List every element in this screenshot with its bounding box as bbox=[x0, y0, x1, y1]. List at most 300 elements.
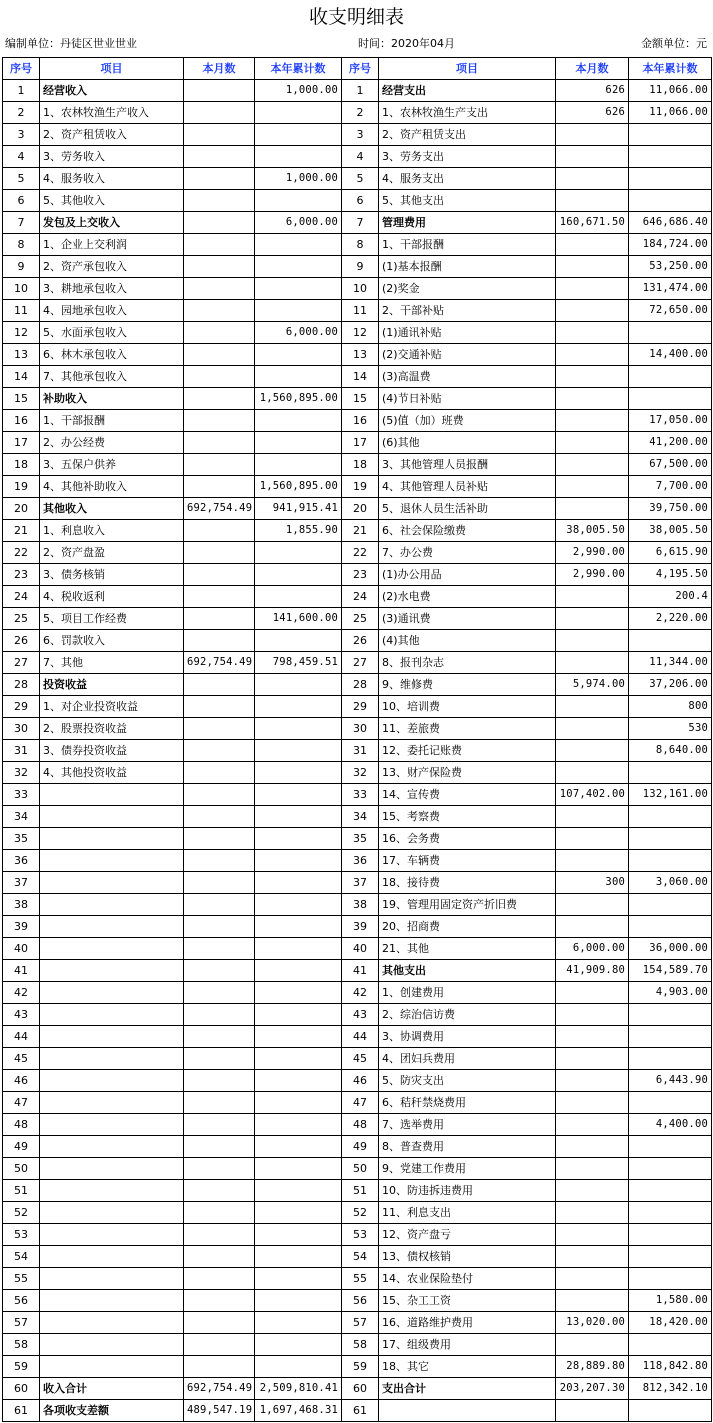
seq-right-cell: 61 bbox=[342, 1400, 379, 1422]
ytd-left-cell bbox=[255, 740, 342, 762]
month-right-cell bbox=[556, 1246, 629, 1268]
seq-left-cell: 48 bbox=[3, 1114, 40, 1136]
month-left-cell bbox=[184, 784, 255, 806]
seq-right-cell: 54 bbox=[342, 1246, 379, 1268]
item-left-cell: 4、其他投资收益 bbox=[40, 762, 184, 784]
month-left-cell bbox=[184, 366, 255, 388]
ytd-right-cell: 6,615.90 bbox=[629, 542, 712, 564]
seq-right-cell: 4 bbox=[342, 146, 379, 168]
month-right-cell bbox=[556, 366, 629, 388]
ytd-right-cell: 39,750.00 bbox=[629, 498, 712, 520]
ytd-left-cell: 6,000.00 bbox=[255, 322, 342, 344]
ytd-left-cell bbox=[255, 1048, 342, 1070]
month-right-cell bbox=[556, 916, 629, 938]
ytd-right-cell: 3,060.00 bbox=[629, 872, 712, 894]
seq-right-cell: 21 bbox=[342, 520, 379, 542]
item-left-cell: 4、服务收入 bbox=[40, 168, 184, 190]
month-left-cell bbox=[184, 322, 255, 344]
table-row bbox=[3, 388, 712, 410]
month-left-cell bbox=[184, 1268, 255, 1290]
table-row bbox=[3, 1400, 712, 1422]
ytd-left-cell bbox=[255, 366, 342, 388]
table-row bbox=[3, 1136, 712, 1158]
col-header-ytd-left: 本年累计数 bbox=[255, 58, 342, 80]
seq-right-cell: 58 bbox=[342, 1334, 379, 1356]
ytd-left-cell: 1,560,895.00 bbox=[255, 476, 342, 498]
ytd-left-cell bbox=[255, 696, 342, 718]
seq-left-cell: 21 bbox=[3, 520, 40, 542]
seq-left-cell: 28 bbox=[3, 674, 40, 696]
seq-right-cell: 49 bbox=[342, 1136, 379, 1158]
seq-left-cell: 54 bbox=[3, 1246, 40, 1268]
ytd-left-cell bbox=[255, 190, 342, 212]
item-right-cell: 3、协调费用 bbox=[379, 1026, 556, 1048]
month-right-cell bbox=[556, 608, 629, 630]
item-left-cell: 3、耕地承包收入 bbox=[40, 278, 184, 300]
table-row bbox=[3, 1290, 712, 1312]
ytd-left-cell bbox=[255, 1290, 342, 1312]
month-left-cell bbox=[184, 168, 255, 190]
month-right-cell bbox=[556, 498, 629, 520]
item-right-cell: 18、其它 bbox=[379, 1356, 556, 1378]
month-right-cell bbox=[556, 410, 629, 432]
month-right-cell bbox=[556, 1202, 629, 1224]
month-right-cell bbox=[556, 1290, 629, 1312]
item-right-cell: 14、宣传费 bbox=[379, 784, 556, 806]
seq-left-cell: 56 bbox=[3, 1290, 40, 1312]
ytd-left-cell bbox=[255, 234, 342, 256]
month-right-cell: 38,005.50 bbox=[556, 520, 629, 542]
seq-left-cell: 3 bbox=[3, 124, 40, 146]
item-right-cell: 2、干部补贴 bbox=[379, 300, 556, 322]
month-left-cell bbox=[184, 146, 255, 168]
item-right-cell: 12、委托记账费 bbox=[379, 740, 556, 762]
seq-left-cell: 20 bbox=[3, 498, 40, 520]
table-row bbox=[3, 608, 712, 630]
table-row bbox=[3, 234, 712, 256]
item-right-cell: 4、服务支出 bbox=[379, 168, 556, 190]
item-left-cell bbox=[40, 1158, 184, 1180]
ytd-left-cell: 941,915.41 bbox=[255, 498, 342, 520]
item-left-cell bbox=[40, 1246, 184, 1268]
month-right-cell bbox=[556, 300, 629, 322]
ytd-right-cell bbox=[629, 322, 712, 344]
item-left-cell: 收入合计 bbox=[40, 1378, 184, 1400]
seq-right-cell: 31 bbox=[342, 740, 379, 762]
table-row bbox=[3, 784, 712, 806]
seq-right-cell: 11 bbox=[342, 300, 379, 322]
month-right-cell bbox=[556, 1180, 629, 1202]
month-left-cell bbox=[184, 234, 255, 256]
item-right-cell: 5、退休人员生活补助 bbox=[379, 498, 556, 520]
month-right-cell bbox=[556, 322, 629, 344]
item-right-cell: 17、车辆费 bbox=[379, 850, 556, 872]
ytd-left-cell bbox=[255, 762, 342, 784]
seq-right-cell: 22 bbox=[342, 542, 379, 564]
item-right-cell: 3、劳务支出 bbox=[379, 146, 556, 168]
seq-left-cell: 19 bbox=[3, 476, 40, 498]
month-left-cell bbox=[184, 630, 255, 652]
ytd-right-cell: 53,250.00 bbox=[629, 256, 712, 278]
ytd-left-cell bbox=[255, 564, 342, 586]
ytd-right-cell bbox=[629, 190, 712, 212]
item-left-cell: 4、园地承包收入 bbox=[40, 300, 184, 322]
item-right-cell: 6、秸秆禁烧费用 bbox=[379, 1092, 556, 1114]
month-left-cell bbox=[184, 740, 255, 762]
item-left-cell: 投资收益 bbox=[40, 674, 184, 696]
item-right-cell: 8、报刊杂志 bbox=[379, 652, 556, 674]
ytd-right-cell bbox=[629, 1136, 712, 1158]
item-left-cell bbox=[40, 1202, 184, 1224]
ytd-right-cell: 2,220.00 bbox=[629, 608, 712, 630]
seq-right-cell: 6 bbox=[342, 190, 379, 212]
month-left-cell bbox=[184, 190, 255, 212]
month-right-cell bbox=[556, 454, 629, 476]
ytd-left-cell bbox=[255, 542, 342, 564]
seq-right-cell: 40 bbox=[342, 938, 379, 960]
col-header-ytd-right: 本年累计数 bbox=[629, 58, 712, 80]
item-left-cell bbox=[40, 894, 184, 916]
month-left-cell bbox=[184, 872, 255, 894]
ytd-left-cell bbox=[255, 1136, 342, 1158]
ytd-left-cell bbox=[255, 454, 342, 476]
ytd-right-cell: 812,342.10 bbox=[629, 1378, 712, 1400]
ytd-right-cell bbox=[629, 366, 712, 388]
month-left-cell bbox=[184, 388, 255, 410]
ytd-right-cell: 530 bbox=[629, 718, 712, 740]
table-row bbox=[3, 630, 712, 652]
month-left-cell bbox=[184, 696, 255, 718]
seq-right-cell: 7 bbox=[342, 212, 379, 234]
ytd-right-cell bbox=[629, 168, 712, 190]
item-right-cell: 18、接待费 bbox=[379, 872, 556, 894]
month-right-cell bbox=[556, 256, 629, 278]
item-right-cell: 7、选举费用 bbox=[379, 1114, 556, 1136]
month-left-cell bbox=[184, 1136, 255, 1158]
month-left-cell bbox=[184, 806, 255, 828]
ytd-right-cell bbox=[629, 1268, 712, 1290]
seq-right-cell: 39 bbox=[342, 916, 379, 938]
item-right-cell: 4、团妇兵费用 bbox=[379, 1048, 556, 1070]
item-right-cell: 20、招商费 bbox=[379, 916, 556, 938]
month-left-cell bbox=[184, 520, 255, 542]
item-left-cell bbox=[40, 872, 184, 894]
income-expense-table bbox=[2, 57, 712, 1422]
month-right-cell bbox=[556, 234, 629, 256]
seq-left-cell: 55 bbox=[3, 1268, 40, 1290]
ytd-left-cell bbox=[255, 806, 342, 828]
item-right-cell: 1、干部报酬 bbox=[379, 234, 556, 256]
month-right-cell: 626 bbox=[556, 80, 629, 102]
item-left-cell: 7、其他承包收入 bbox=[40, 366, 184, 388]
table-row bbox=[3, 454, 712, 476]
item-left-cell bbox=[40, 828, 184, 850]
item-left-cell: 1、农林牧渔生产收入 bbox=[40, 102, 184, 124]
item-right-cell: 10、培训费 bbox=[379, 696, 556, 718]
ytd-right-cell bbox=[629, 630, 712, 652]
ytd-right-cell: 11,344.00 bbox=[629, 652, 712, 674]
ytd-right-cell bbox=[629, 388, 712, 410]
ytd-right-cell bbox=[629, 1004, 712, 1026]
ytd-left-cell bbox=[255, 674, 342, 696]
item-right-cell: 经营支出 bbox=[379, 80, 556, 102]
seq-left-cell: 35 bbox=[3, 828, 40, 850]
item-left-cell bbox=[40, 1312, 184, 1334]
month-left-cell bbox=[184, 80, 255, 102]
month-left-cell bbox=[184, 1026, 255, 1048]
seq-left-cell: 49 bbox=[3, 1136, 40, 1158]
item-left-cell bbox=[40, 938, 184, 960]
seq-left-cell: 6 bbox=[3, 190, 40, 212]
item-right-cell: 支出合计 bbox=[379, 1378, 556, 1400]
month-left-cell bbox=[184, 1158, 255, 1180]
table-row bbox=[3, 168, 712, 190]
seq-left-cell: 23 bbox=[3, 564, 40, 586]
item-left-cell: 4、其他补助收入 bbox=[40, 476, 184, 498]
month-right-cell bbox=[556, 124, 629, 146]
seq-left-cell: 26 bbox=[3, 630, 40, 652]
ytd-left-cell bbox=[255, 1070, 342, 1092]
ytd-right-cell bbox=[629, 1092, 712, 1114]
ytd-left-cell bbox=[255, 894, 342, 916]
month-right-cell: 2,990.00 bbox=[556, 542, 629, 564]
seq-left-cell: 34 bbox=[3, 806, 40, 828]
item-right-cell: 16、道路维护费用 bbox=[379, 1312, 556, 1334]
month-left-cell bbox=[184, 1224, 255, 1246]
ytd-left-cell bbox=[255, 1334, 342, 1356]
month-right-cell bbox=[556, 1070, 629, 1092]
item-right-cell: 其他支出 bbox=[379, 960, 556, 982]
ytd-left-cell: 1,000.00 bbox=[255, 168, 342, 190]
ytd-right-cell bbox=[629, 1246, 712, 1268]
ytd-left-cell: 2,509,810.41 bbox=[255, 1378, 342, 1400]
month-right-cell bbox=[556, 1048, 629, 1070]
seq-left-cell: 22 bbox=[3, 542, 40, 564]
month-right-cell bbox=[556, 1004, 629, 1026]
seq-left-cell: 50 bbox=[3, 1158, 40, 1180]
item-right-cell: (2)奖金 bbox=[379, 278, 556, 300]
table-row bbox=[3, 476, 712, 498]
item-right-cell: 3、其他管理人员报酬 bbox=[379, 454, 556, 476]
month-right-cell: 13,020.00 bbox=[556, 1312, 629, 1334]
seq-left-cell: 38 bbox=[3, 894, 40, 916]
ytd-left-cell bbox=[255, 1246, 342, 1268]
item-left-cell: 5、水面承包收入 bbox=[40, 322, 184, 344]
table-row bbox=[3, 850, 712, 872]
ytd-right-cell bbox=[629, 806, 712, 828]
item-left-cell bbox=[40, 1092, 184, 1114]
ytd-right-cell: 41,200.00 bbox=[629, 432, 712, 454]
month-left-cell bbox=[184, 432, 255, 454]
ytd-right-cell bbox=[629, 762, 712, 784]
seq-right-cell: 56 bbox=[342, 1290, 379, 1312]
ytd-left-cell bbox=[255, 1158, 342, 1180]
seq-right-cell: 20 bbox=[342, 498, 379, 520]
month-left-cell bbox=[184, 454, 255, 476]
month-right-cell bbox=[556, 696, 629, 718]
item-left-cell: 1、对企业投资收益 bbox=[40, 696, 184, 718]
item-right-cell: 17、组级费用 bbox=[379, 1334, 556, 1356]
ytd-left-cell bbox=[255, 1004, 342, 1026]
ytd-right-cell bbox=[629, 894, 712, 916]
ytd-right-cell: 14,400.00 bbox=[629, 344, 712, 366]
month-right-cell bbox=[556, 850, 629, 872]
item-left-cell: 经营收入 bbox=[40, 80, 184, 102]
month-left-cell bbox=[184, 608, 255, 630]
ytd-left-cell bbox=[255, 124, 342, 146]
month-right-cell: 160,671.50 bbox=[556, 212, 629, 234]
month-left-cell bbox=[184, 938, 255, 960]
month-left-cell bbox=[184, 850, 255, 872]
ytd-right-cell: 4,195.50 bbox=[629, 564, 712, 586]
seq-right-cell: 25 bbox=[342, 608, 379, 630]
month-left-cell bbox=[184, 894, 255, 916]
seq-left-cell: 14 bbox=[3, 366, 40, 388]
seq-right-cell: 37 bbox=[342, 872, 379, 894]
table-row bbox=[3, 300, 712, 322]
ytd-left-cell bbox=[255, 256, 342, 278]
table-row bbox=[3, 542, 712, 564]
seq-left-cell: 16 bbox=[3, 410, 40, 432]
table-row bbox=[3, 1246, 712, 1268]
item-left-cell bbox=[40, 916, 184, 938]
table-row bbox=[3, 1268, 712, 1290]
seq-left-cell: 29 bbox=[3, 696, 40, 718]
item-right-cell: (1)办公用品 bbox=[379, 564, 556, 586]
ytd-right-cell: 800 bbox=[629, 696, 712, 718]
month-left-cell bbox=[184, 278, 255, 300]
month-left-cell bbox=[184, 410, 255, 432]
seq-right-cell: 57 bbox=[342, 1312, 379, 1334]
table-row bbox=[3, 1004, 712, 1026]
table-row bbox=[3, 1180, 712, 1202]
ytd-left-cell bbox=[255, 850, 342, 872]
seq-right-cell: 55 bbox=[342, 1268, 379, 1290]
month-right-cell bbox=[556, 718, 629, 740]
month-right-cell: 5,974.00 bbox=[556, 674, 629, 696]
item-right-cell: 14、农业保险垫付 bbox=[379, 1268, 556, 1290]
item-left-cell bbox=[40, 960, 184, 982]
item-right-cell: (2)水电费 bbox=[379, 586, 556, 608]
table-row bbox=[3, 1158, 712, 1180]
seq-left-cell: 13 bbox=[3, 344, 40, 366]
item-left-cell: 2、股票投资收益 bbox=[40, 718, 184, 740]
ytd-left-cell: 1,560,895.00 bbox=[255, 388, 342, 410]
ytd-left-cell bbox=[255, 1356, 342, 1378]
month-left-cell bbox=[184, 1246, 255, 1268]
report-title: 收支明细表 bbox=[308, 6, 404, 28]
month-right-cell bbox=[556, 652, 629, 674]
seq-right-cell: 33 bbox=[342, 784, 379, 806]
table-row bbox=[3, 498, 712, 520]
ytd-left-cell bbox=[255, 960, 342, 982]
item-right-cell: (2)交通补贴 bbox=[379, 344, 556, 366]
month-left-cell bbox=[184, 1114, 255, 1136]
item-right-cell: 15、考察费 bbox=[379, 806, 556, 828]
table-row bbox=[3, 520, 712, 542]
month-left-cell bbox=[184, 586, 255, 608]
month-left-cell: 692,754.49 bbox=[184, 498, 255, 520]
item-right-cell: (3)通讯费 bbox=[379, 608, 556, 630]
month-left-cell bbox=[184, 982, 255, 1004]
seq-left-cell: 11 bbox=[3, 300, 40, 322]
item-right-cell: 13、债权核销 bbox=[379, 1246, 556, 1268]
month-right-cell bbox=[556, 344, 629, 366]
month-left-cell bbox=[184, 1070, 255, 1092]
ytd-left-cell: 1,855.90 bbox=[255, 520, 342, 542]
seq-left-cell: 15 bbox=[3, 388, 40, 410]
seq-right-cell: 28 bbox=[342, 674, 379, 696]
item-left-cell bbox=[40, 784, 184, 806]
table-row bbox=[3, 916, 712, 938]
seq-right-cell: 16 bbox=[342, 410, 379, 432]
table-row bbox=[3, 1048, 712, 1070]
seq-left-cell: 43 bbox=[3, 1004, 40, 1026]
ytd-right-cell: 8,640.00 bbox=[629, 740, 712, 762]
seq-right-cell: 35 bbox=[342, 828, 379, 850]
seq-right-cell: 15 bbox=[342, 388, 379, 410]
month-left-cell bbox=[184, 718, 255, 740]
month-right-cell bbox=[556, 1334, 629, 1356]
seq-left-cell: 31 bbox=[3, 740, 40, 762]
seq-right-cell: 17 bbox=[342, 432, 379, 454]
seq-right-cell: 13 bbox=[342, 344, 379, 366]
item-left-cell: 发包及上交收入 bbox=[40, 212, 184, 234]
item-right-cell: (3)高温费 bbox=[379, 366, 556, 388]
seq-left-cell: 52 bbox=[3, 1202, 40, 1224]
item-left-cell: 3、五保户供养 bbox=[40, 454, 184, 476]
item-left-cell: 5、项目工作经费 bbox=[40, 608, 184, 630]
seq-left-cell: 24 bbox=[3, 586, 40, 608]
item-left-cell bbox=[40, 1334, 184, 1356]
ytd-right-cell: 17,050.00 bbox=[629, 410, 712, 432]
seq-right-cell: 52 bbox=[342, 1202, 379, 1224]
ytd-left-cell: 798,459.51 bbox=[255, 652, 342, 674]
item-left-cell: 7、其他 bbox=[40, 652, 184, 674]
month-left-cell: 692,754.49 bbox=[184, 1378, 255, 1400]
month-right-cell bbox=[556, 1092, 629, 1114]
item-right-cell: 11、差旅费 bbox=[379, 718, 556, 740]
month-left-cell bbox=[184, 828, 255, 850]
seq-left-cell: 41 bbox=[3, 960, 40, 982]
month-right-cell: 28,889.80 bbox=[556, 1356, 629, 1378]
ytd-right-cell: 200.4 bbox=[629, 586, 712, 608]
seq-left-cell: 10 bbox=[3, 278, 40, 300]
col-header-item-left: 项目 bbox=[40, 58, 184, 80]
col-header-month-right: 本月数 bbox=[556, 58, 629, 80]
item-left-cell: 1、干部报酬 bbox=[40, 410, 184, 432]
seq-right-cell: 51 bbox=[342, 1180, 379, 1202]
col-header-seq-right: 序号 bbox=[342, 58, 379, 80]
month-right-cell: 2,990.00 bbox=[556, 564, 629, 586]
month-right-cell: 107,402.00 bbox=[556, 784, 629, 806]
month-left-cell bbox=[184, 1312, 255, 1334]
header-row bbox=[3, 58, 712, 80]
item-right-cell: 5、防灾支出 bbox=[379, 1070, 556, 1092]
item-right-cell: 8、普查费用 bbox=[379, 1136, 556, 1158]
ytd-right-cell bbox=[629, 1224, 712, 1246]
month-right-cell bbox=[556, 1026, 629, 1048]
item-left-cell: 5、其他收入 bbox=[40, 190, 184, 212]
month-right-cell bbox=[556, 1158, 629, 1180]
table-row bbox=[3, 212, 712, 234]
item-right-cell: (4)其他 bbox=[379, 630, 556, 652]
ytd-left-cell: 6,000.00 bbox=[255, 212, 342, 234]
table-row bbox=[3, 80, 712, 102]
ytd-left-cell bbox=[255, 102, 342, 124]
table-row bbox=[3, 652, 712, 674]
month-left-cell: 489,547.19 bbox=[184, 1400, 255, 1422]
